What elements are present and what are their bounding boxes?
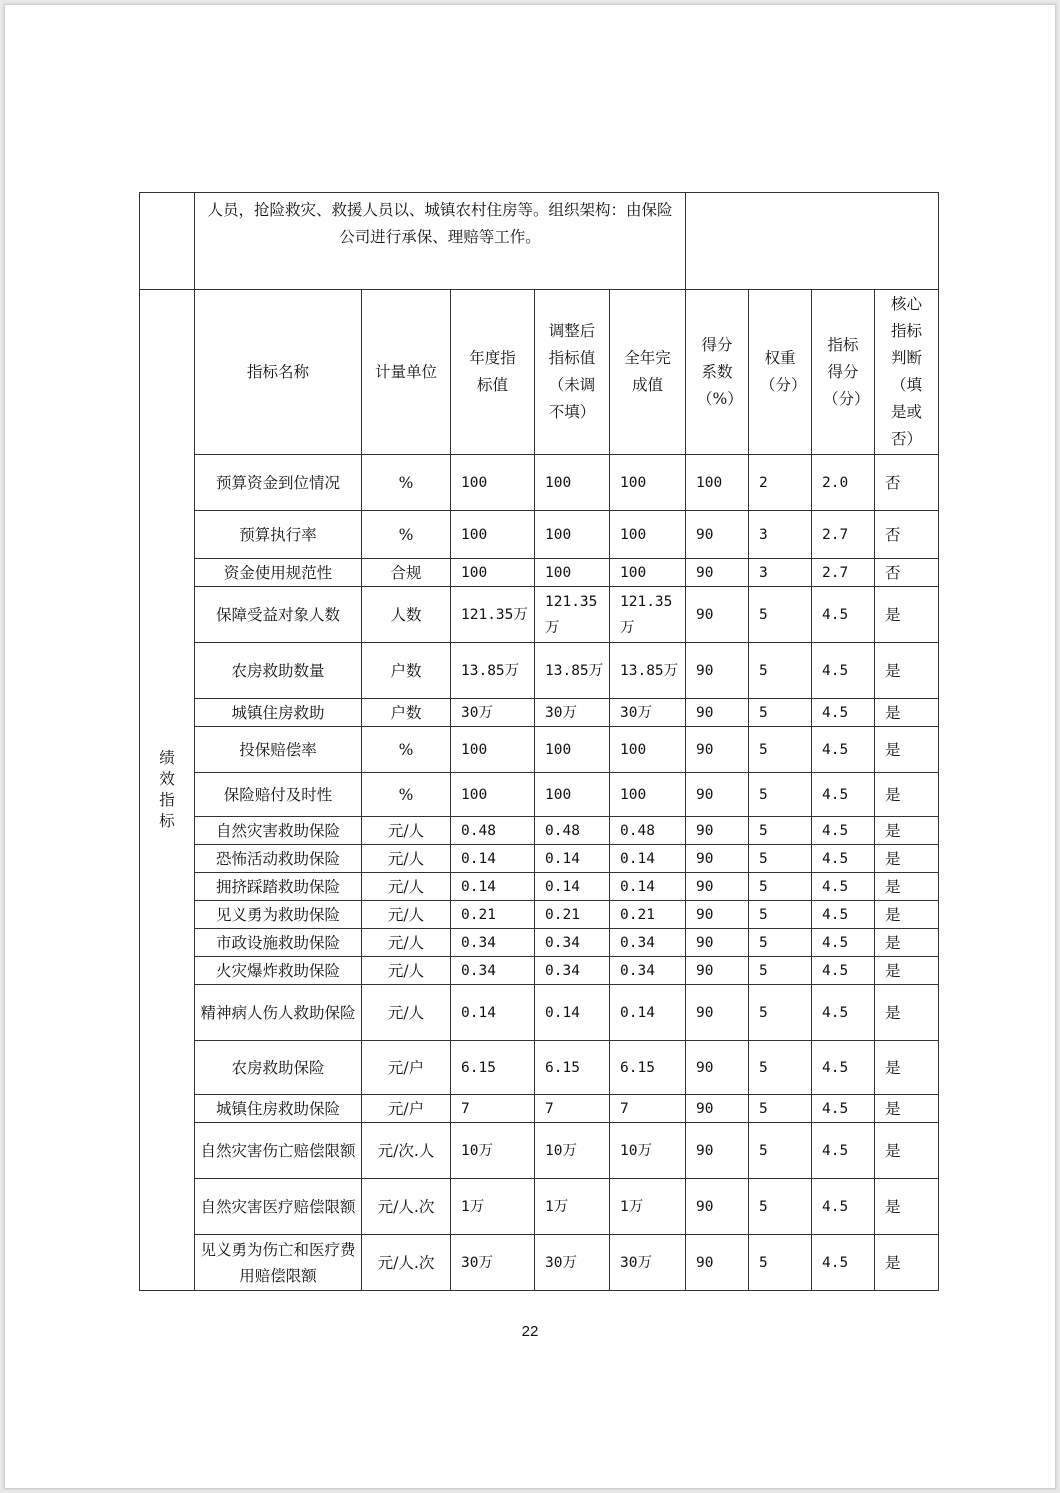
indicator-name-cell: 恐怖活动救助保险	[195, 845, 362, 873]
core-flag-cell: 是	[875, 901, 939, 929]
score-coef-cell: 90	[686, 985, 749, 1041]
actual-value-cell: 30万	[610, 1235, 686, 1291]
table-row	[140, 773, 939, 817]
annual-value-cell: 100	[451, 455, 535, 511]
header-coef-text: 得分系数（%）	[697, 335, 743, 408]
group-label-cell	[140, 290, 195, 1291]
top-text-row	[140, 193, 939, 290]
core-flag-cell: 否	[875, 511, 939, 559]
adjusted-value-cell: 121.35万	[535, 587, 610, 643]
score-coef-cell: 90	[686, 873, 749, 901]
header-core-text: 核心指标判断（填是或否）	[891, 295, 923, 448]
actual-value-cell: 0.34	[610, 929, 686, 957]
unit-cell: 元/人	[362, 929, 451, 957]
table-row	[140, 1123, 939, 1179]
header-core	[875, 290, 939, 455]
unit-cell: 元/人	[362, 873, 451, 901]
core-flag-cell: 是	[875, 773, 939, 817]
core-flag-cell: 否	[875, 455, 939, 511]
header-weight	[749, 290, 812, 455]
header-adjusted-text: 调整后指标值（未调不填）	[548, 322, 596, 421]
indicator-score-cell: 4.5	[812, 773, 875, 817]
annual-value-cell: 0.34	[451, 957, 535, 985]
header-coef	[686, 290, 749, 455]
actual-value-cell: 100	[610, 773, 686, 817]
indicator-name-cell: 农房救助数量	[195, 643, 362, 699]
header-annual	[451, 290, 535, 455]
unit-cell: 元/人	[362, 985, 451, 1041]
actual-value-cell: 0.21	[610, 901, 686, 929]
unit-cell: %	[362, 511, 451, 559]
actual-value-cell: 0.14	[610, 845, 686, 873]
table-row	[140, 699, 939, 727]
indicator-score-cell: 4.5	[812, 957, 875, 985]
weight-cell: 3	[749, 511, 812, 559]
unit-cell: 元/人	[362, 957, 451, 985]
indicator-score-cell: 4.5	[812, 817, 875, 845]
adjusted-value-cell: 6.15	[535, 1041, 610, 1095]
table-row	[140, 873, 939, 901]
core-flag-cell: 是	[875, 985, 939, 1041]
weight-cell: 5	[749, 817, 812, 845]
core-flag-cell: 是	[875, 817, 939, 845]
weight-cell: 5	[749, 929, 812, 957]
core-flag-cell: 是	[875, 1123, 939, 1179]
unit-cell: 元/人	[362, 817, 451, 845]
indicator-name-cell: 自然灾害救助保险	[195, 817, 362, 845]
adjusted-value-cell: 0.48	[535, 817, 610, 845]
top-text-cell	[195, 193, 686, 290]
indicator-score-cell: 4.5	[812, 985, 875, 1041]
top-text: 人员，抢险救灾、救援人员以、城镇农村住房等。组织架构：由保险公司进行承保、理赔等工作。	[207, 201, 673, 246]
indicator-name-cell: 保障受益对象人数	[195, 587, 362, 643]
unit-cell: 元/人.次	[362, 1179, 451, 1235]
table-row	[140, 817, 939, 845]
core-flag-cell: 是	[875, 1095, 939, 1123]
weight-cell: 5	[749, 1095, 812, 1123]
adjusted-value-cell: 0.14	[535, 873, 610, 901]
core-flag-cell: 是	[875, 845, 939, 873]
score-coef-cell: 90	[686, 773, 749, 817]
annual-value-cell: 121.35万	[451, 587, 535, 643]
score-coef-cell: 90	[686, 699, 749, 727]
unit-cell: 合规	[362, 559, 451, 587]
actual-value-cell: 100	[610, 511, 686, 559]
score-coef-cell: 90	[686, 1123, 749, 1179]
unit-cell: %	[362, 455, 451, 511]
table-row	[140, 559, 939, 587]
header-actual	[610, 290, 686, 455]
table-row	[140, 455, 939, 511]
score-coef-cell: 90	[686, 1041, 749, 1095]
score-coef-cell: 90	[686, 511, 749, 559]
adjusted-value-cell: 100	[535, 559, 610, 587]
header-name: 指标名称	[195, 290, 362, 455]
weight-cell: 5	[749, 873, 812, 901]
adjusted-value-cell: 100	[535, 455, 610, 511]
table-row	[140, 1095, 939, 1123]
score-coef-cell: 90	[686, 817, 749, 845]
actual-value-cell: 6.15	[610, 1041, 686, 1095]
indicator-score-cell: 2.0	[812, 455, 875, 511]
indicator-name-cell: 城镇住房救助	[195, 699, 362, 727]
annual-value-cell: 0.21	[451, 901, 535, 929]
header-score	[812, 290, 875, 455]
annual-value-cell: 100	[451, 559, 535, 587]
score-coef-cell: 90	[686, 587, 749, 643]
annual-value-cell: 100	[451, 511, 535, 559]
score-coef-cell: 90	[686, 957, 749, 985]
table-row	[140, 511, 939, 559]
unit-cell: %	[362, 727, 451, 773]
indicator-score-cell: 4.5	[812, 587, 875, 643]
adjusted-value-cell: 1万	[535, 1179, 610, 1235]
actual-value-cell: 121.35万	[610, 587, 686, 643]
actual-value-cell: 100	[610, 727, 686, 773]
score-coef-cell: 90	[686, 929, 749, 957]
table-row	[140, 1235, 939, 1291]
indicator-name-cell: 市政设施救助保险	[195, 929, 362, 957]
annual-value-cell: 13.85万	[451, 643, 535, 699]
header-adjusted	[535, 290, 610, 455]
unit-cell: 人数	[362, 587, 451, 643]
header-annual-text: 年度指标值	[469, 349, 516, 394]
weight-cell: 5	[749, 1235, 812, 1291]
annual-value-cell: 0.34	[451, 929, 535, 957]
core-flag-cell: 是	[875, 1179, 939, 1235]
actual-value-cell: 100	[610, 559, 686, 587]
indicator-name-cell: 保险赔付及时性	[195, 773, 362, 817]
indicator-name-cell: 城镇住房救助保险	[195, 1095, 362, 1123]
score-coef-cell: 90	[686, 1235, 749, 1291]
adjusted-value-cell: 13.85万	[535, 643, 610, 699]
table-row	[140, 985, 939, 1041]
core-flag-cell: 是	[875, 643, 939, 699]
table-row	[140, 1179, 939, 1235]
header-row	[140, 290, 939, 455]
score-coef-cell: 90	[686, 845, 749, 873]
core-flag-cell: 是	[875, 873, 939, 901]
indicator-name-cell: 拥挤踩踏救助保险	[195, 873, 362, 901]
annual-value-cell: 30万	[451, 1235, 535, 1291]
actual-value-cell: 13.85万	[610, 643, 686, 699]
weight-cell: 5	[749, 727, 812, 773]
annual-value-cell: 10万	[451, 1123, 535, 1179]
weight-cell: 5	[749, 901, 812, 929]
actual-value-cell: 1万	[610, 1179, 686, 1235]
actual-value-cell: 0.14	[610, 873, 686, 901]
annual-value-cell: 7	[451, 1095, 535, 1123]
annual-value-cell: 0.14	[451, 873, 535, 901]
table-row	[140, 1041, 939, 1095]
unit-cell: 元/户	[362, 1095, 451, 1123]
actual-value-cell: 100	[610, 455, 686, 511]
core-flag-cell: 是	[875, 1041, 939, 1095]
weight-cell: 5	[749, 957, 812, 985]
adjusted-value-cell: 0.21	[535, 901, 610, 929]
actual-value-cell: 0.14	[610, 985, 686, 1041]
weight-cell: 5	[749, 643, 812, 699]
weight-cell: 5	[749, 1123, 812, 1179]
adjusted-value-cell: 10万	[535, 1123, 610, 1179]
header-score-text: 指标得分（分）	[823, 335, 870, 408]
annual-value-cell: 6.15	[451, 1041, 535, 1095]
indicator-score-cell: 2.7	[812, 559, 875, 587]
actual-value-cell: 10万	[610, 1123, 686, 1179]
indicator-name-cell: 农房救助保险	[195, 1041, 362, 1095]
table-row	[140, 929, 939, 957]
weight-cell: 5	[749, 773, 812, 817]
score-coef-cell: 90	[686, 1095, 749, 1123]
unit-cell: 户数	[362, 643, 451, 699]
adjusted-value-cell: 30万	[535, 1235, 610, 1291]
actual-value-cell: 7	[610, 1095, 686, 1123]
header-actual-text: 全年完成值	[624, 349, 671, 394]
annual-value-cell: 0.14	[451, 985, 535, 1041]
indicator-name-cell: 火灾爆炸救助保险	[195, 957, 362, 985]
indicator-score-cell: 4.5	[812, 699, 875, 727]
indicator-name-cell: 自然灾害伤亡赔偿限额	[195, 1123, 362, 1179]
indicator-score-cell: 4.5	[812, 1095, 875, 1123]
weight-cell: 3	[749, 559, 812, 587]
score-coef-cell: 90	[686, 727, 749, 773]
score-coef-cell: 90	[686, 643, 749, 699]
table-row	[140, 587, 939, 643]
table-row	[140, 845, 939, 873]
weight-cell: 5	[749, 1041, 812, 1095]
core-flag-cell: 否	[875, 559, 939, 587]
indicator-score-cell: 4.5	[812, 929, 875, 957]
annual-value-cell: 100	[451, 727, 535, 773]
adjusted-value-cell: 30万	[535, 699, 610, 727]
indicator-name-cell: 预算资金到位情况	[195, 455, 362, 511]
unit-cell: 户数	[362, 699, 451, 727]
core-flag-cell: 是	[875, 1235, 939, 1291]
indicator-name-cell: 预算执行率	[195, 511, 362, 559]
core-flag-cell: 是	[875, 929, 939, 957]
indicator-score-cell: 4.5	[812, 845, 875, 873]
unit-cell: %	[362, 773, 451, 817]
adjusted-value-cell: 0.14	[535, 985, 610, 1041]
indicator-score-cell: 4.5	[812, 643, 875, 699]
indicator-score-cell: 4.5	[812, 873, 875, 901]
score-coef-cell: 90	[686, 1179, 749, 1235]
core-flag-cell: 是	[875, 957, 939, 985]
annual-value-cell: 30万	[451, 699, 535, 727]
core-flag-cell: 是	[875, 587, 939, 643]
indicator-name-cell: 见义勇为救助保险	[195, 901, 362, 929]
weight-cell: 5	[749, 587, 812, 643]
indicator-name-cell: 投保赔偿率	[195, 727, 362, 773]
indicator-score-cell: 4.5	[812, 1041, 875, 1095]
unit-cell: 元/人.次	[362, 1235, 451, 1291]
weight-cell: 2	[749, 455, 812, 511]
table-row	[140, 643, 939, 699]
annual-value-cell: 0.14	[451, 845, 535, 873]
adjusted-value-cell: 0.34	[535, 929, 610, 957]
weight-cell: 5	[749, 699, 812, 727]
indicator-score-cell: 2.7	[812, 511, 875, 559]
table-row	[140, 901, 939, 929]
indicator-score-cell: 4.5	[812, 1235, 875, 1291]
weight-cell: 5	[749, 1179, 812, 1235]
adjusted-value-cell: 0.34	[535, 957, 610, 985]
adjusted-value-cell: 100	[535, 727, 610, 773]
indicator-name-cell: 资金使用规范性	[195, 559, 362, 587]
table-row	[140, 957, 939, 985]
indicator-score-cell: 4.5	[812, 901, 875, 929]
core-flag-cell: 是	[875, 727, 939, 773]
score-coef-cell: 100	[686, 455, 749, 511]
unit-cell: 元/人	[362, 845, 451, 873]
indicator-name-cell: 自然灾害医疗赔偿限额	[195, 1179, 362, 1235]
group-label: 绩效指标	[159, 749, 175, 830]
indicator-name-cell: 精神病人伤人救助保险	[195, 985, 362, 1041]
actual-value-cell: 30万	[610, 699, 686, 727]
unit-cell: 元/人	[362, 901, 451, 929]
adjusted-value-cell: 0.14	[535, 845, 610, 873]
indicator-score-cell: 4.5	[812, 1123, 875, 1179]
page-number: 22	[521, 1323, 539, 1340]
actual-value-cell: 0.48	[610, 817, 686, 845]
indicator-score-cell: 4.5	[812, 1179, 875, 1235]
annual-value-cell: 1万	[451, 1179, 535, 1235]
annual-value-cell: 0.48	[451, 817, 535, 845]
table-row	[140, 727, 939, 773]
blank-cell	[686, 193, 939, 290]
blank-cell	[140, 193, 195, 290]
score-coef-cell: 90	[686, 901, 749, 929]
adjusted-value-cell: 100	[535, 773, 610, 817]
adjusted-value-cell: 100	[535, 511, 610, 559]
weight-cell: 5	[749, 985, 812, 1041]
adjusted-value-cell: 7	[535, 1095, 610, 1123]
core-flag-cell: 是	[875, 699, 939, 727]
indicator-name-cell: 见义勇为伤亡和医疗费用赔偿限额	[195, 1235, 362, 1291]
weight-cell: 5	[749, 845, 812, 873]
actual-value-cell: 0.34	[610, 957, 686, 985]
document-page	[4, 4, 1056, 1489]
indicator-score-cell: 4.5	[812, 727, 875, 773]
score-coef-cell: 90	[686, 559, 749, 587]
header-unit: 计量单位	[362, 290, 451, 455]
annual-value-cell: 100	[451, 773, 535, 817]
performance-table	[139, 192, 939, 1291]
unit-cell: 元/户	[362, 1041, 451, 1095]
unit-cell: 元/次.人	[362, 1123, 451, 1179]
header-weight-text: 权重（分）	[760, 349, 807, 394]
